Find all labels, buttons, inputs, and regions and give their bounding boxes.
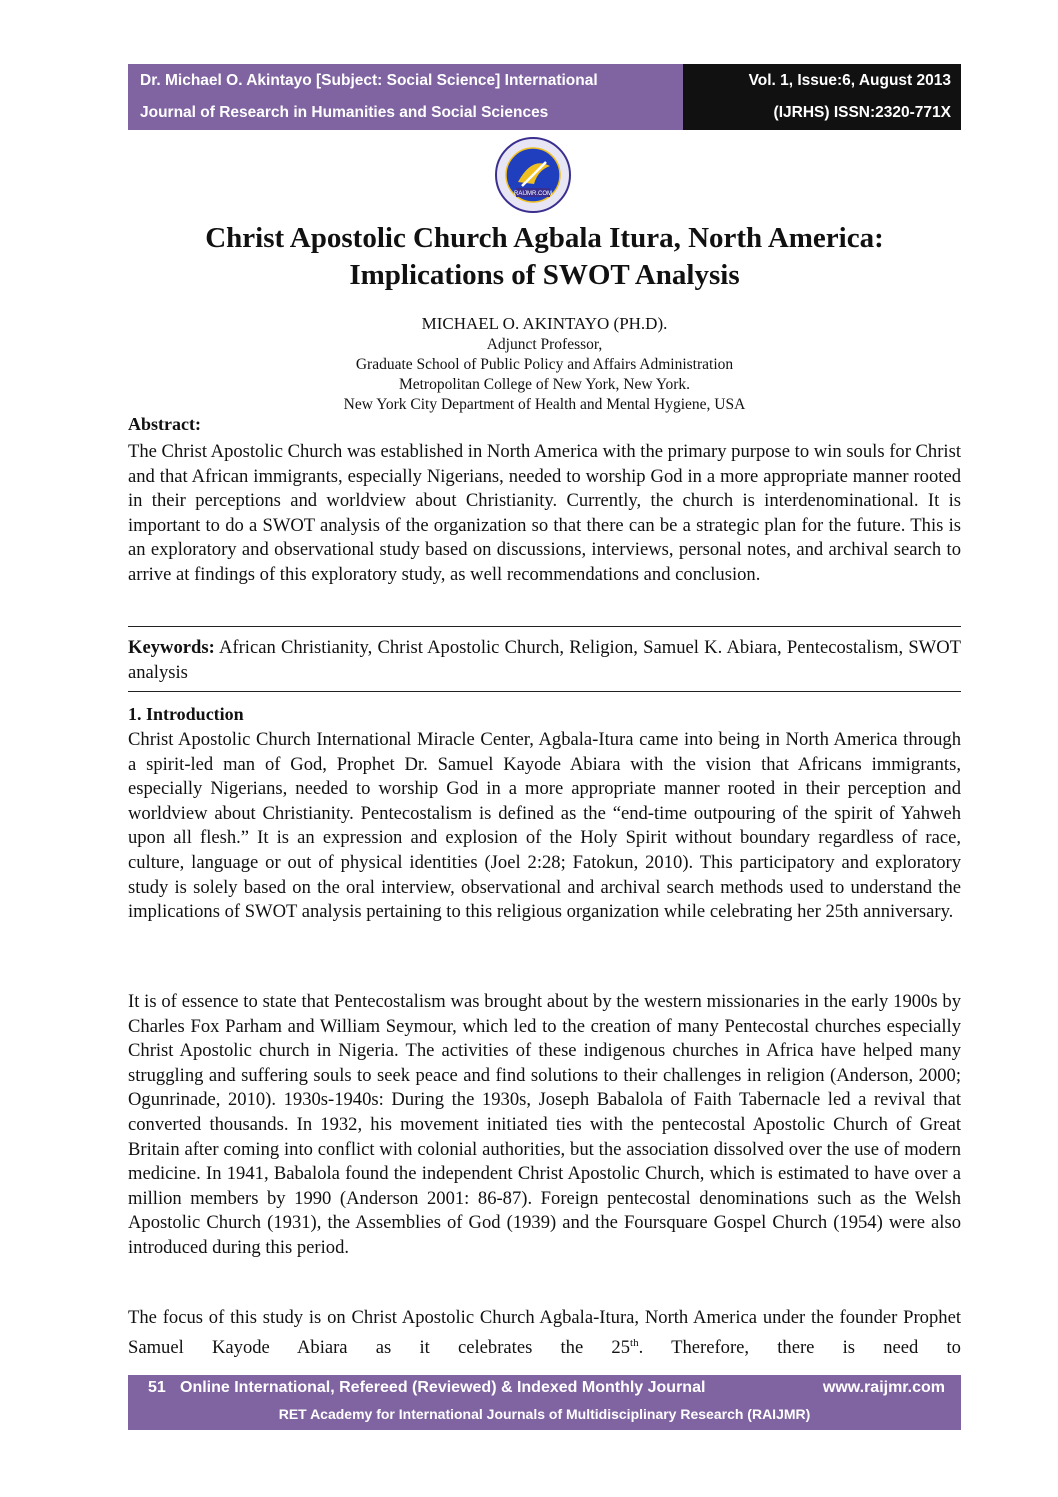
introduction-paragraph-3 [128,1306,961,1360]
header-journal-line1: Dr. Michael O. Akintayo [Subject: Social Science] International [140,72,598,89]
footer-url[interactable]: www.raijmr.com [822,1379,945,1396]
abstract-text: The Christ Apostolic Church was established in North America with the primary purpose to win souls for Christ and that African immigrants, especially Nigerians, needed to worship God in a more appropriate manner rooted in their perceptions and worldview about Christianity. Currently, the church is interdenominational. It is important to do a SWOT analysis of the organization so that there can be a strategic plan for the future. This is an exploratory and observational study based on discussions, interviews, personal notes, and archival search to arrive at findings of this exploratory study, as well recommendations and conclusion. [128,441,961,585]
keywords-text: African Christianity, Christ Apostolic Church, Religion, Samuel K. Abiara, Pentecostalism, SWOT analysis [128,637,961,683]
introduction-paragraph-2: It is of essence to state that Pentecostalism was brought about by the western missionaries in the early 1900s by Charles Fox Parham and William Seymour, which led to the creation of many Pentecostal churches especially Christ Apostolic church in Nigeria. The activities of these indigenous churches in Africa have helped many struggling and suffering souls to seek peace and find solutions to their challenges in religion (Anderson, 2000; Ogunrinade, 2010). 1930s-1940s: During the 1930s, Joseph Babalola of Faith Tabernacle led a revival that converted thousands. In 1932, his movement initiated ties with the pentecostal Apostolic Church of Great Britain after coming into conflict with colonial authorities, but the association dissolved over the use of modern medicine. In 1941, Babalola found the independent Christ Apostolic Church, which is estimated to have over a million members by 1990 (Anderson 2001: 86-87). Foreign pentecostal denominations such as the Welsh Apostolic Church (1931), the Assemblies of God (1939) and the Foursquare Gospel Church (1954) were also introduced during this period. [128,991,961,1258]
keywords-block [128,636,961,685]
header-journal-line2: Journal of Research in Humanities and Social Sciences [140,104,549,121]
affiliation-line1: Adjunct Professor, [486,336,603,353]
header-volume-block [683,64,961,130]
footer-journal: Online International, Refereed (Reviewed) & Indexed Monthly Journal [180,1379,706,1396]
paper-title-line2: Implications of SWOT Analysis [349,259,740,291]
divider-top [128,626,961,627]
raijmr-logo [494,136,572,214]
introduction-paragraph-1: Christ Apostolic Church International Miracle Center, Agbala-Itura came into being in North America through a spirit-led man of God, Prophet Dr. Samuel Kayode Abiara with the vision that Africans immigrants, especially Nigerians, needed to worship God in a more appropriate manner rooted in their perception and worldview about Christianity. Pentecostalism is defined as the “end-time outpouring of the spirit of Yahweh upon all flesh.” It is an expression and explosion of the Holy Spirit without boundary regardless of race, culture, language or out of physical identities (Joel 2:28; Fatokun, 2010). This participatory and exploratory study is solely based on the oral interview, observational and archival search methods used to understand the implications of SWOT analysis pertaining to this religious organization while celebrating her 25th anniversary. [128,729,961,923]
header-journal-block [128,64,683,130]
affiliation-line4: New York City Department of Health and Mental Hygiene, USA [343,396,746,413]
page-footer [128,1375,961,1430]
divider-bottom [128,691,961,692]
paragraph-3-text: The focus of this study is on Christ Apostolic Church Agbala-Itura, North America under the founder Prophet Samuel Kayode Abiara as it celebrates the 25 [128,1307,961,1358]
introduction-heading: 1. Introduction [128,704,244,724]
author-affiliation [128,312,961,415]
page-number: 51 [148,1379,166,1396]
affiliation-line2: Graduate School of Public Policy and Affairs Administration [355,356,734,373]
header-volume-issue: Vol. 1, Issue:6, August 2013 [748,72,951,89]
paper-title-line1: Christ Apostolic Church Agbala Itura, North America: [205,222,884,254]
affiliation-line3: Metropolitan College of New York, New York. [398,376,691,393]
logo-text: RAIJMR.COM [514,191,552,197]
footer-academy: RET Academy for International Journals of Multidisciplinary Research (RAIJMR) [278,1406,811,1422]
abstract-heading: Abstract: [128,414,201,434]
header-issn: (IJRHS) ISSN:2320-771X [773,104,951,121]
paragraph-3-continued: . Therefore, there is need to [638,1336,961,1358]
running-header [128,64,961,130]
keywords-label: Keywords: [128,637,215,658]
paragraph-3-superscript: th [630,1336,639,1349]
author-name: MICHAEL O. AKINTAYO (PH.D). [421,314,668,333]
raijmr-seal-icon [494,136,572,214]
paper-title [128,220,961,294]
